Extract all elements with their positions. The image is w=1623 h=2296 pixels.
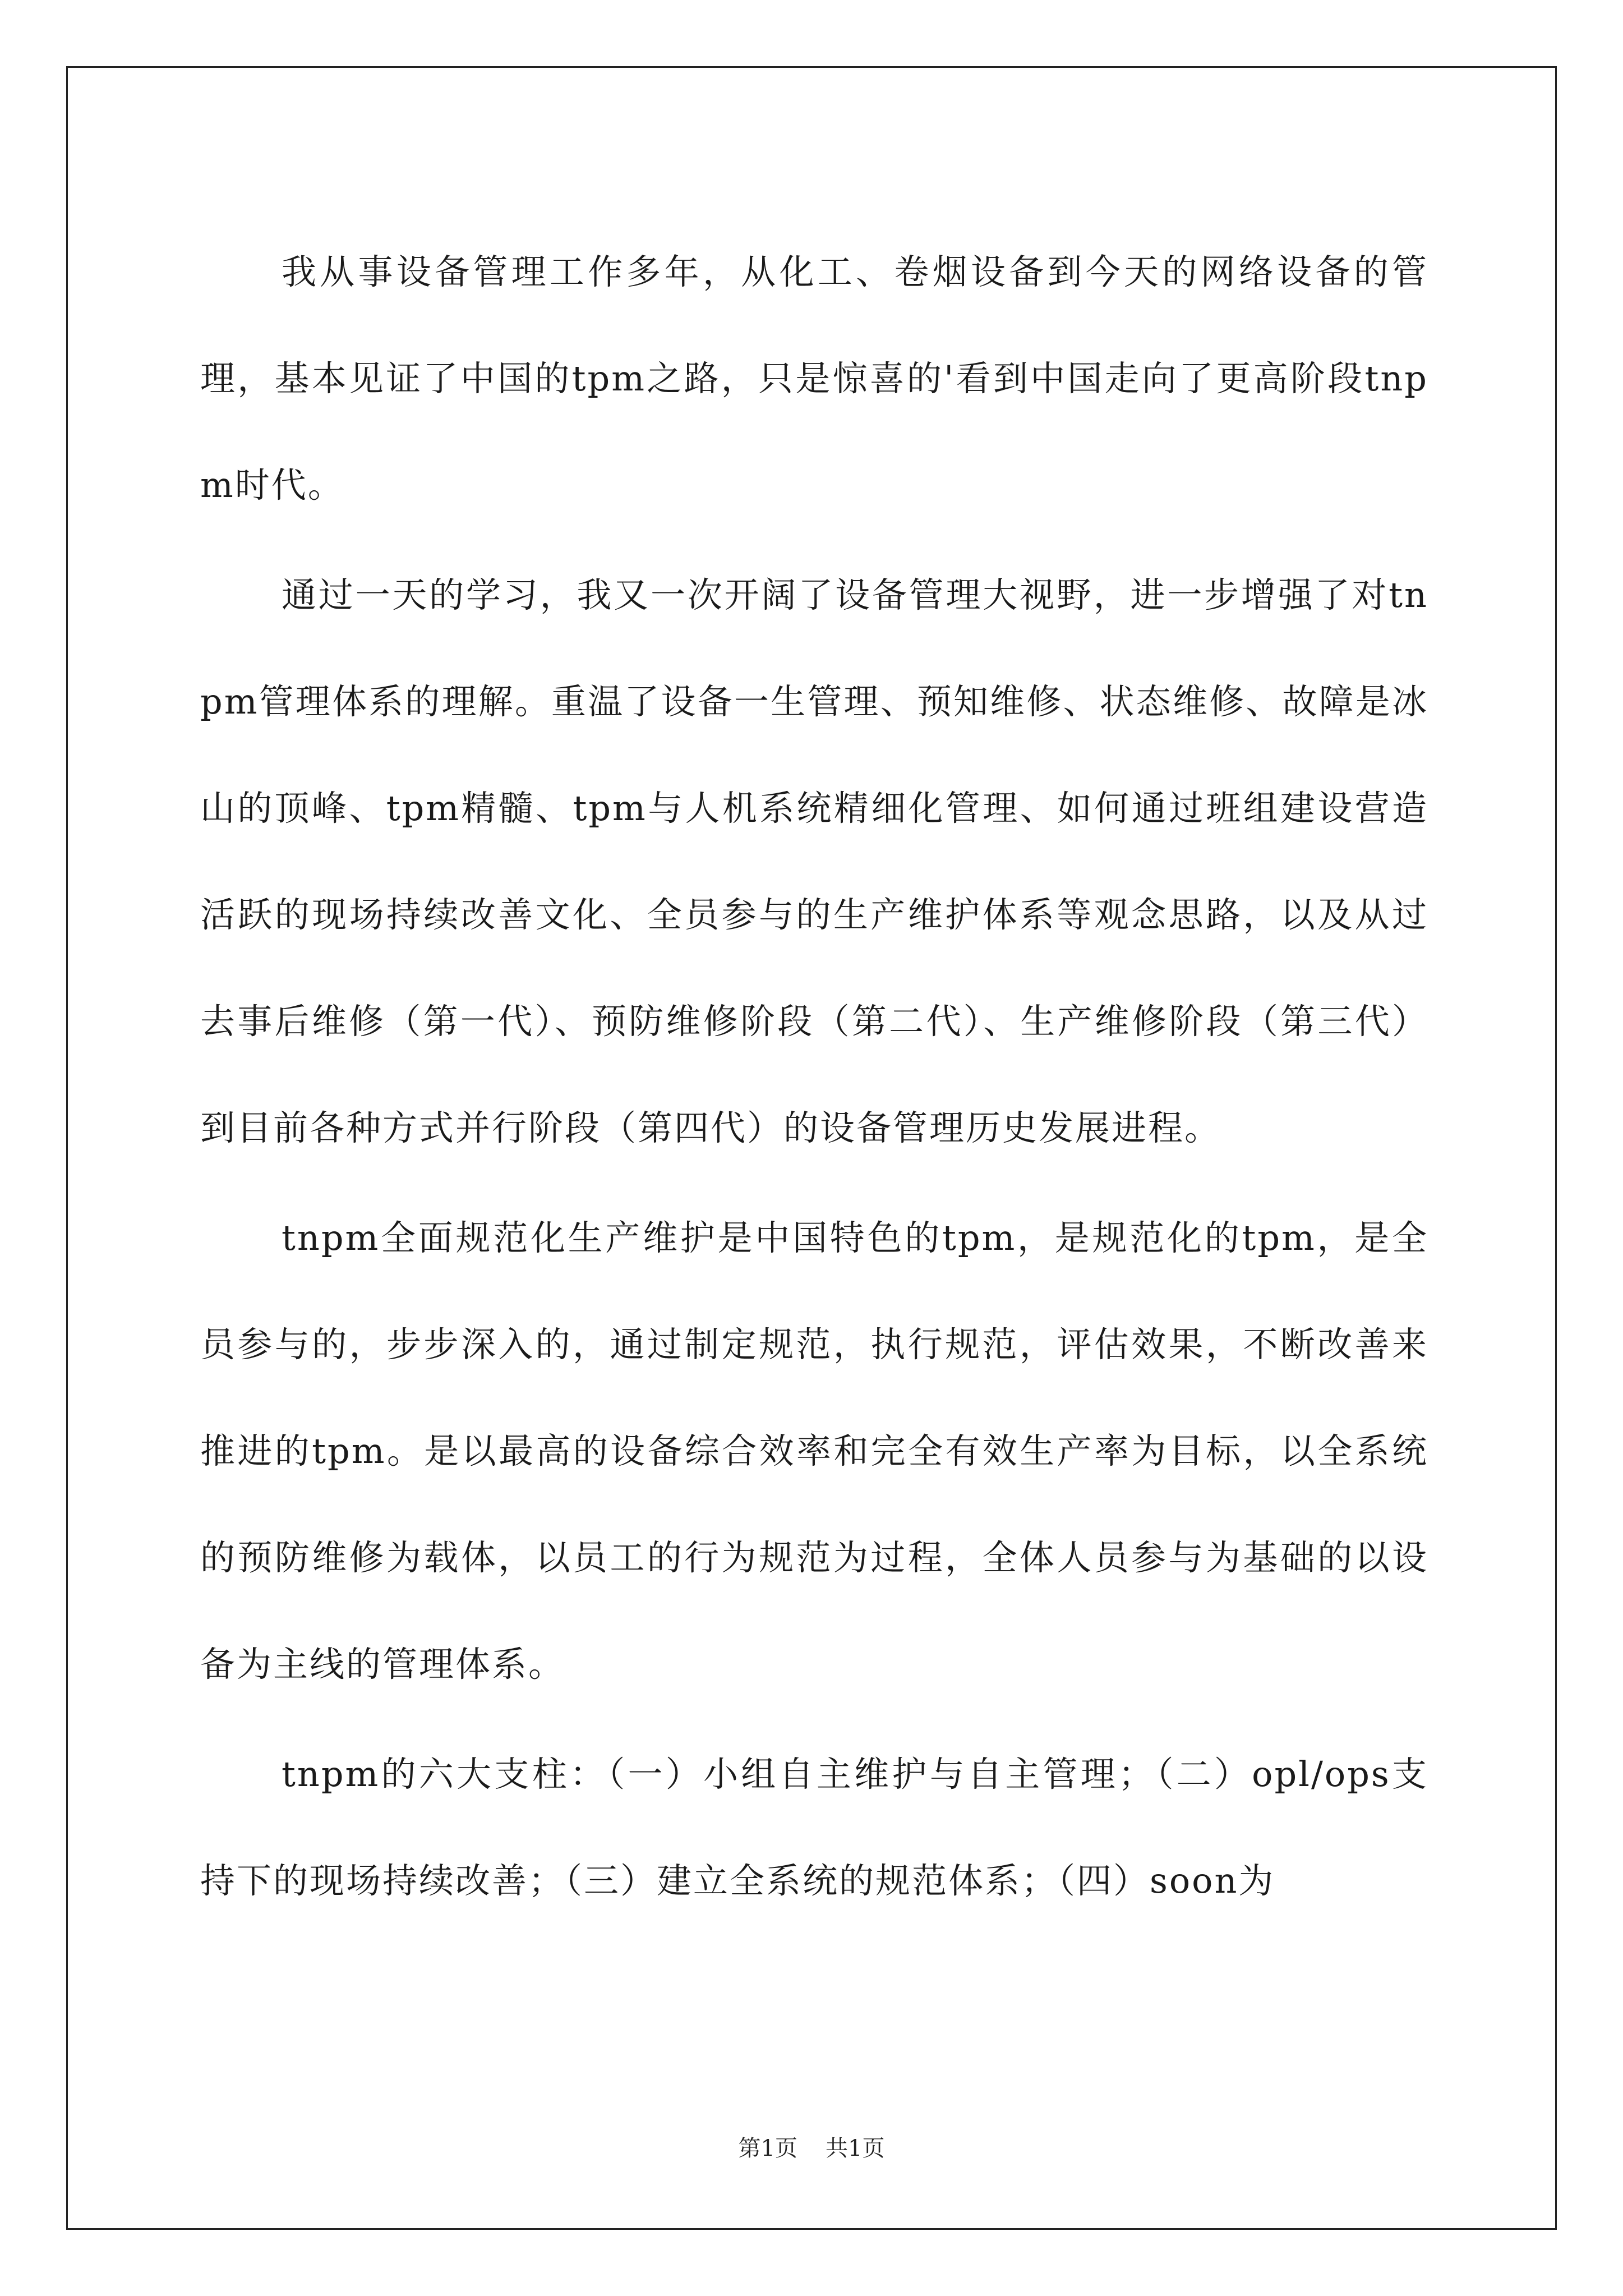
paragraph-1: 我从事设备管理工作多年，从化工、卷烟设备到今天的网络设备的管理，基本见证了中国的tpm之路，只是惊喜的'看到中国走向了更高阶段tnpm时代。 (200, 251, 1428, 505)
document-body (200, 219, 1428, 1938)
page-number-current: 第1页 (738, 2136, 797, 2161)
paragraph-2: 通过一天的学习，我又一次开阔了设备管理大视野，进一步增强了对tnpm管理体系的理解。重温了设备一生管理、预知维修、状态维修、故障是冰山的顶峰、tpm精髓、tpm与人机系统精细化管理、如何通过班组建设营造活跃的现场持续改善文化、全员参与的生产维护体系等观念思路，以及从过去事后维修（第一代）、预防维修阶段（第二代）、生产维修阶段（第三代）到目前各种方式并行阶段（第四代）的设备管理历史发展进程。 (200, 574, 1428, 1148)
paragraph-4: tnpm的六大支柱：（一）小组自主维护与自主管理；（二）opl/ops支持下的现场持续改善；（三）建立全系统的规范体系；（四）soon为 (200, 1754, 1428, 1901)
page-footer (0, 2132, 1623, 2165)
paragraph-3: tnpm全面规范化生产维护是中国特色的tpm，是规范化的tpm，是全员参与的，步步深入的，通过制定规范，执行规范，评估效果，不断改善来推进的tpm。是以最高的设备综合效率和完全有效生产率为目标，以全系统的预防维修为载体，以员工的行为规范为过程，全体人员参与为基础的以设备为主线的管理体系。 (200, 1217, 1428, 1685)
page-number-total: 共1页 (826, 2136, 885, 2161)
